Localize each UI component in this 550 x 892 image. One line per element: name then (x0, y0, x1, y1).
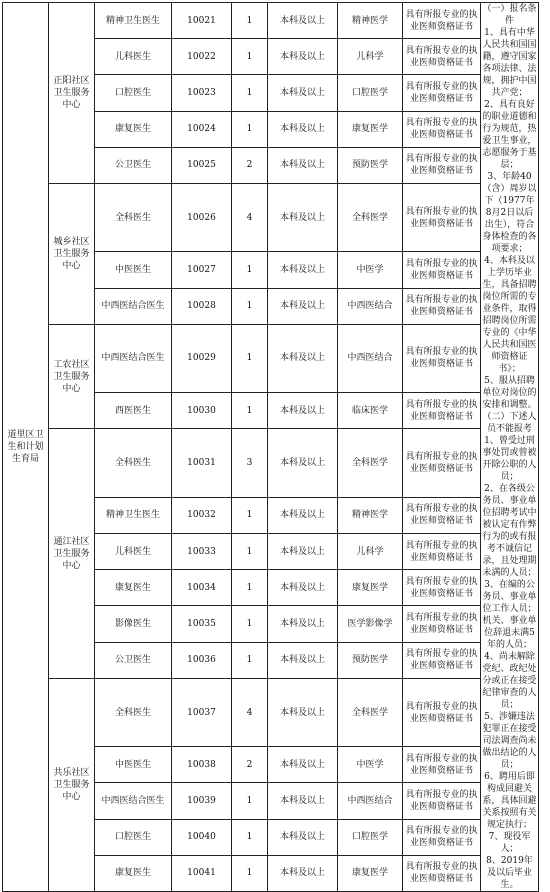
position-cell: 公卫医生 (95, 642, 172, 678)
requirements-cell (481, 3, 539, 892)
count-cell: 1 (232, 819, 268, 855)
qualification-cell: 具有所报专业的执业医师资格证书 (403, 288, 481, 324)
position-cell: 儿科医生 (95, 534, 172, 570)
code-cell: 10026 (172, 183, 232, 251)
code-cell: 10030 (172, 393, 232, 429)
code-cell: 10033 (172, 534, 232, 570)
education-cell: 本科及以上 (268, 819, 338, 855)
qualification-cell: 具有所报专业的执业医师资格证书 (403, 855, 481, 891)
count-cell: 4 (232, 183, 268, 251)
qualification-cell: 具有所报专业的执业医师资格证书 (403, 678, 481, 746)
education-cell: 本科及以上 (268, 147, 338, 183)
education-cell: 本科及以上 (268, 75, 338, 111)
major-cell: 预防医学 (338, 147, 403, 183)
qualification-cell: 具有所报专业的执业医师资格证书 (403, 606, 481, 642)
code-cell: 10040 (172, 819, 232, 855)
table-row (3, 324, 539, 392)
major-cell: 中医学 (338, 747, 403, 783)
requirement-line: 3、年龄40（含）周岁以下（1977年8月2日以后出生），符合身体检查的各项要求； (482, 172, 537, 254)
education-cell: 本科及以上 (268, 429, 338, 497)
major-cell: 临床医学 (338, 393, 403, 429)
requirement-line: 8、2019年及以后毕业生。 (486, 856, 533, 890)
major-cell: 精神医学 (338, 3, 403, 39)
qualification-cell: 具有所报专业的执业医师资格证书 (403, 747, 481, 783)
education-cell: 本科及以上 (268, 570, 338, 606)
major-cell: 康复医学 (338, 855, 403, 891)
major-cell: 中西医结合 (338, 324, 403, 392)
code-cell: 10031 (172, 429, 232, 497)
position-cell: 精神卫生医生 (95, 497, 172, 533)
code-cell: 10037 (172, 678, 232, 746)
code-cell: 10038 (172, 747, 232, 783)
qualification-cell: 具有所报专业的执业医师资格证书 (403, 252, 481, 288)
education-cell: 本科及以上 (268, 3, 338, 39)
position-cell: 全科医生 (95, 429, 172, 497)
code-cell: 10034 (172, 570, 232, 606)
major-cell: 儿科学 (338, 534, 403, 570)
position-cell: 儿科医生 (95, 39, 172, 75)
qualification-cell: 具有所报专业的执业医师资格证书 (403, 497, 481, 533)
requirement-line: 2、具有良好的职业道德和行为规范，热爱卫生事业，志愿服务于基层； (482, 100, 537, 170)
major-cell: 全科医学 (338, 183, 403, 251)
major-cell: 全科医学 (338, 429, 403, 497)
education-cell: 本科及以上 (268, 288, 338, 324)
major-cell: 儿科学 (338, 39, 403, 75)
requirement-line: 7、现役军人； (488, 832, 531, 854)
requirement-line: 1、曾受过刑事处罚或曾被开除公职的人员； (482, 436, 537, 482)
position-cell: 中医医生 (95, 252, 172, 288)
requirement-line: 5、涉嫌违法犯罪正在接受司法调查尚未做出结论的人员； (482, 712, 537, 770)
count-cell: 1 (232, 497, 268, 533)
major-cell: 医学影像学 (338, 606, 403, 642)
code-cell: 10021 (172, 3, 232, 39)
recruitment-table-page (2, 2, 546, 890)
count-cell: 1 (232, 252, 268, 288)
education-cell: 本科及以上 (268, 324, 338, 392)
table-row (3, 183, 539, 251)
education-cell: 本科及以上 (268, 642, 338, 678)
code-cell: 10022 (172, 39, 232, 75)
unit-name-cell: 工农社区卫生服务中心 (49, 324, 95, 429)
major-cell: 口腔医学 (338, 819, 403, 855)
position-cell: 康复医生 (95, 855, 172, 891)
education-cell: 本科及以上 (268, 111, 338, 147)
major-cell: 全科医学 (338, 678, 403, 746)
qualification-cell: 具有所报专业的执业医师资格证书 (403, 324, 481, 392)
position-cell: 西医医生 (95, 393, 172, 429)
qualification-cell: 具有所报专业的执业医师资格证书 (403, 819, 481, 855)
department-cell: 道里区卫生和计划生育局 (3, 3, 49, 892)
unit-name-cell: 正阳社区卫生服务中心 (49, 3, 95, 184)
education-cell: 本科及以上 (268, 252, 338, 288)
count-cell: 3 (232, 429, 268, 497)
requirement-line: 1、具有中华人民共和国国籍，遵守国家各项法律、法规，拥护中国共产党； (482, 28, 537, 98)
code-cell: 10041 (172, 855, 232, 891)
requirement-line: 4、尚未解除党纪、政纪处分或正在接受纪律审查的人员； (482, 652, 537, 710)
education-cell: 本科及以上 (268, 783, 338, 819)
position-cell: 口腔医生 (95, 819, 172, 855)
count-cell: 1 (232, 288, 268, 324)
code-cell: 10025 (172, 147, 232, 183)
count-cell: 1 (232, 570, 268, 606)
position-cell: 中西医结合医生 (95, 288, 172, 324)
table-row (3, 3, 539, 39)
major-cell: 中西医结合 (338, 288, 403, 324)
count-cell: 4 (232, 678, 268, 746)
qualification-cell: 具有所报专业的执业医师资格证书 (403, 111, 481, 147)
code-cell: 10023 (172, 75, 232, 111)
position-cell: 公卫医生 (95, 147, 172, 183)
major-cell: 中西医结合 (338, 783, 403, 819)
requirement-line: 2、在各级公务员、事业单位招聘考试中被认定有作弊行为的或有报考不诚信记录，且处理期未满的人员； (482, 484, 537, 578)
qualification-cell: 具有所报专业的执业医师资格证书 (403, 429, 481, 497)
position-cell: 中医医生 (95, 747, 172, 783)
code-cell: 10039 (172, 783, 232, 819)
education-cell: 本科及以上 (268, 183, 338, 251)
count-cell: 1 (232, 324, 268, 392)
major-cell: 预防医学 (338, 642, 403, 678)
count-cell: 1 (232, 111, 268, 147)
unit-name-cell: 共乐社区卫生服务中心 (49, 678, 95, 891)
position-cell: 影像医生 (95, 606, 172, 642)
code-cell: 10036 (172, 642, 232, 678)
code-cell: 10035 (172, 606, 232, 642)
position-cell: 康复医生 (95, 570, 172, 606)
qualification-cell: 具有所报专业的执业医师资格证书 (403, 39, 481, 75)
qualification-cell: 具有所报专业的执业医师资格证书 (403, 147, 481, 183)
code-cell: 10032 (172, 497, 232, 533)
education-cell: 本科及以上 (268, 39, 338, 75)
qualification-cell: 具有所报专业的执业医师资格证书 (403, 75, 481, 111)
requirement-line: 5、服从招聘单位对岗位的安排和调整。 (482, 376, 537, 410)
count-cell: 1 (232, 642, 268, 678)
qualification-cell: 具有所报专业的执业医师资格证书 (403, 393, 481, 429)
code-cell: 10028 (172, 288, 232, 324)
code-cell: 10029 (172, 324, 232, 392)
requirement-line: （二）下述人员不能报考 (482, 412, 537, 434)
position-cell: 口腔医生 (95, 75, 172, 111)
major-cell: 精神医学 (338, 497, 403, 533)
position-cell: 全科医生 (95, 678, 172, 746)
requirement-line: 3、在编的公务员、事业单位工作人员；机关、事业单位辞退未满5年的人员； (482, 580, 537, 650)
code-cell: 10027 (172, 252, 232, 288)
education-cell: 本科及以上 (268, 497, 338, 533)
qualification-cell: 具有所报专业的执业医师资格证书 (403, 783, 481, 819)
count-cell: 1 (232, 534, 268, 570)
requirement-line: （一）报名条件 (482, 4, 537, 26)
table-row (3, 678, 539, 746)
count-cell: 1 (232, 606, 268, 642)
qualification-cell: 具有所报专业的执业医师资格证书 (403, 534, 481, 570)
major-cell: 中医学 (338, 252, 403, 288)
count-cell: 2 (232, 147, 268, 183)
education-cell: 本科及以上 (268, 747, 338, 783)
position-cell: 精神卫生医生 (95, 3, 172, 39)
position-cell: 康复医生 (95, 111, 172, 147)
major-cell: 康复医学 (338, 111, 403, 147)
qualification-cell: 具有所报专业的执业医师资格证书 (403, 183, 481, 251)
count-cell: 2 (232, 747, 268, 783)
count-cell: 1 (232, 855, 268, 891)
position-cell: 中西医结合医生 (95, 324, 172, 392)
education-cell: 本科及以上 (268, 606, 338, 642)
count-cell: 1 (232, 75, 268, 111)
table-row (3, 429, 539, 497)
position-cell: 全科医生 (95, 183, 172, 251)
count-cell: 1 (232, 783, 268, 819)
qualification-cell: 具有所报专业的执业医师资格证书 (403, 570, 481, 606)
major-cell: 康复医学 (338, 570, 403, 606)
unit-name-cell: 通江社区卫生服务中心 (49, 429, 95, 678)
qualification-cell: 具有所报专业的执业医师资格证书 (403, 3, 481, 39)
count-cell: 1 (232, 39, 268, 75)
education-cell: 本科及以上 (268, 678, 338, 746)
major-cell: 口腔医学 (338, 75, 403, 111)
requirement-line: 6、聘用后即构成回避关系，具体回避关系按照有关规定执行； (482, 772, 537, 830)
code-cell: 10024 (172, 111, 232, 147)
position-cell: 中西医结合医生 (95, 783, 172, 819)
education-cell: 本科及以上 (268, 855, 338, 891)
unit-name-cell: 城乡社区卫生服务中心 (49, 183, 95, 324)
education-cell: 本科及以上 (268, 534, 338, 570)
education-cell: 本科及以上 (268, 393, 338, 429)
qualification-cell: 具有所报专业的执业医师资格证书 (403, 642, 481, 678)
count-cell: 1 (232, 393, 268, 429)
requirement-line: 4、本科及以上学历毕业生，具备招聘岗位所需的专业条件，取得招聘岗位所需专业的《中华人民共和国医师资格证书》； (482, 256, 537, 374)
recruitment-table (2, 2, 539, 892)
count-cell: 1 (232, 3, 268, 39)
